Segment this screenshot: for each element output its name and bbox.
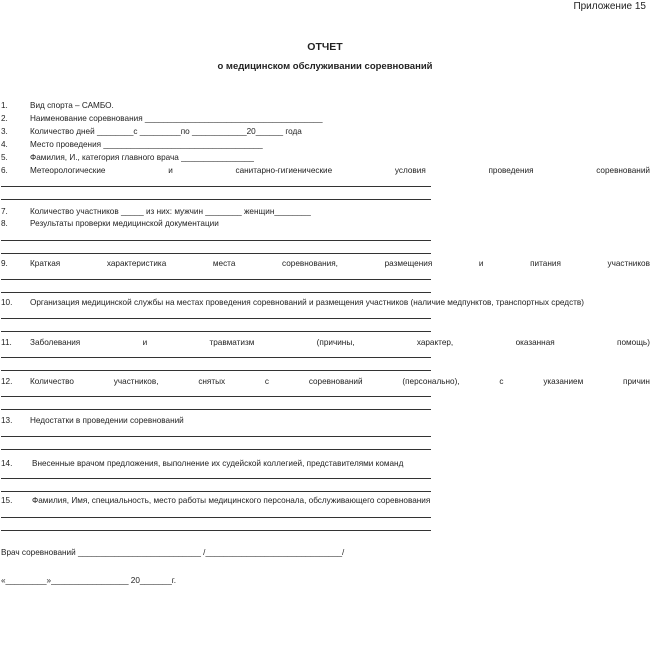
blank-line	[1, 331, 431, 332]
item-text: Наименование соревнования _______________________________________	[30, 114, 323, 123]
word: травматизм	[209, 338, 255, 347]
blank-line	[1, 436, 431, 437]
word: указанием	[543, 377, 584, 386]
word: Краткая	[30, 259, 61, 268]
word: Метеорологические	[30, 166, 106, 175]
item-number: 7.	[1, 207, 8, 216]
word: места	[212, 259, 236, 268]
blank-line	[1, 396, 431, 397]
word: условия	[394, 166, 426, 175]
appendix-label: Приложение 15	[573, 1, 646, 12]
doctor-signature-line: Врач соревнований ___________________________ /______________________________/	[1, 548, 345, 557]
word: участников,	[113, 377, 159, 386]
word: характер,	[416, 338, 454, 347]
word: проведения	[488, 166, 534, 175]
item-text: Организация медицинской службы на местах проведения соревнований и размещения участников (наличие медпунктов, транспортных средств)	[30, 298, 584, 307]
word: питания	[530, 259, 561, 268]
word: Количество	[30, 377, 74, 386]
item-text: Результаты проверки медицинской документации	[30, 219, 219, 228]
item-text: Недостатки в проведении соревнований	[30, 416, 184, 425]
item-text: Количество дней ________с _________по ____________20______ года	[30, 127, 302, 136]
blank-line	[1, 449, 431, 450]
item-number: 13.	[1, 416, 13, 425]
blank-line	[1, 279, 431, 280]
item-number: 10.	[1, 298, 13, 307]
item-text: Фамилия, Имя, специальность, место работы медицинского персонала, обслуживающего соревнования	[32, 496, 431, 505]
blank-line	[1, 370, 431, 371]
word: санитарно-гигиенические	[235, 166, 333, 175]
item-number: 3.	[1, 127, 8, 136]
item-number: 5.	[1, 153, 8, 162]
date-line: «_________»_________________ 20_______г.	[1, 576, 177, 585]
blank-line	[1, 318, 431, 319]
item-text: Количество участников _____ из них: мужчин ________ женщин________	[30, 207, 311, 216]
word: (персонально),	[402, 377, 460, 386]
word: с	[499, 377, 504, 386]
item-number: 2.	[1, 114, 8, 123]
blank-line	[1, 409, 431, 410]
word: размещения	[384, 259, 433, 268]
blank-line	[1, 199, 431, 200]
blank-line	[1, 530, 431, 531]
item-text: Фамилия, И., категория главного врача ________________	[30, 153, 254, 162]
word: соревнования,	[282, 259, 338, 268]
item-text-justified	[30, 259, 650, 269]
blank-line	[1, 357, 431, 358]
word: (причины,	[316, 338, 355, 347]
word: причин	[623, 377, 650, 386]
word: с	[264, 377, 269, 386]
item-number: 14.	[1, 459, 13, 468]
blank-line	[1, 517, 431, 518]
word: соревнований	[308, 377, 363, 386]
item-text-justified	[30, 338, 650, 348]
word: оказанная	[515, 338, 555, 347]
word: и	[478, 259, 484, 268]
item-number: 12.	[1, 377, 13, 386]
blank-line	[1, 186, 431, 187]
item-text: Вид спорта – САМБО.	[30, 101, 114, 110]
word: характеристика	[106, 259, 167, 268]
blank-line	[1, 240, 431, 241]
word: и	[168, 166, 173, 175]
item-text: Место проведения ___________________________________	[30, 140, 263, 149]
item-number: 15.	[1, 496, 13, 505]
word: соревнований	[596, 166, 650, 175]
blank-line	[1, 491, 431, 492]
word: участников	[607, 259, 650, 268]
report-subtitle: о медицинском обслуживании соревнований	[217, 61, 433, 72]
item-number: 9.	[1, 259, 8, 268]
item-text-justified	[30, 377, 650, 387]
item-number: 6.	[1, 166, 8, 175]
word: Заболевания	[30, 338, 81, 347]
item-number: 1.	[1, 101, 8, 110]
word: и	[142, 338, 148, 347]
item-number: 11.	[1, 338, 12, 347]
item-number: 4.	[1, 140, 8, 149]
item-text: Внесенные врачом предложения, выполнение их судейской коллегией, представителями команд	[32, 459, 404, 468]
blank-line	[1, 253, 431, 254]
blank-line	[1, 292, 431, 293]
word: снятых	[198, 377, 226, 386]
item-text-justified	[30, 166, 650, 176]
report-title: ОТЧЕТ	[307, 41, 343, 53]
word: помощь)	[617, 338, 650, 347]
blank-line	[1, 478, 431, 479]
item-number: 8.	[1, 219, 8, 228]
